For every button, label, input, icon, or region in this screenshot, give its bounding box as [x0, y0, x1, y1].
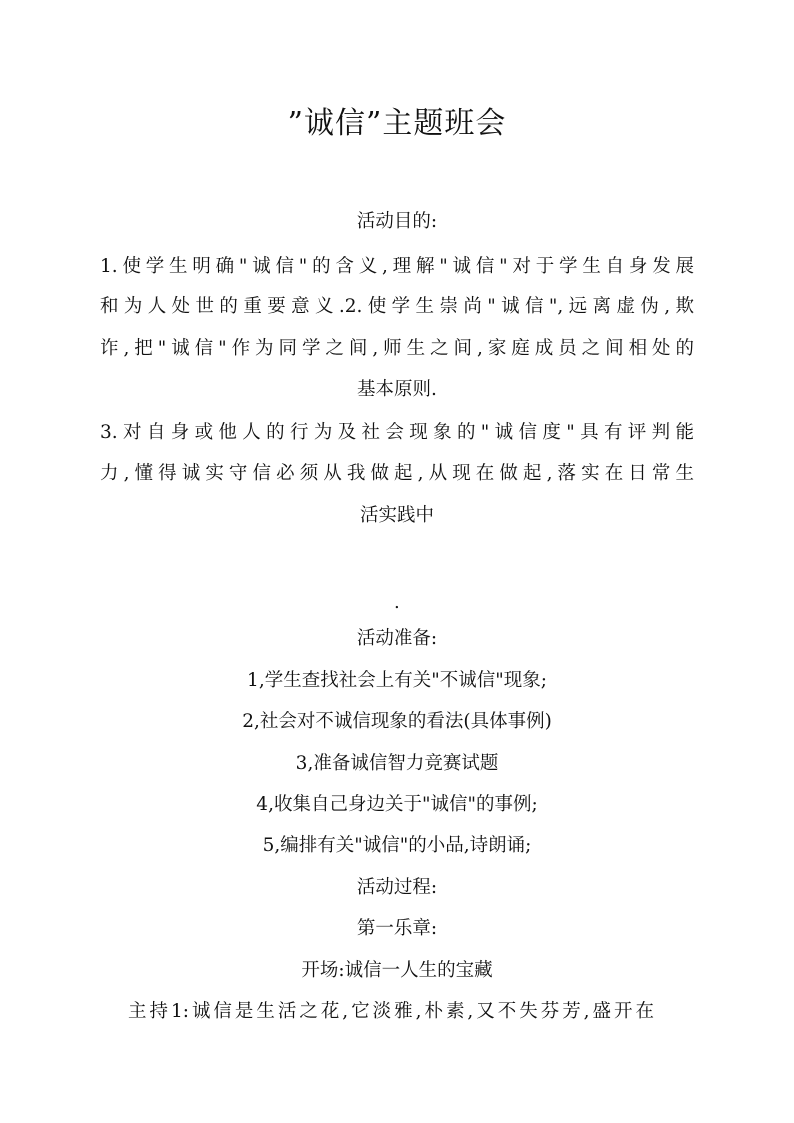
purpose-line: 1.使学生明确"诚信"的含义,理解"诚信"对于学生自身发展: [100, 256, 694, 277]
process-heading: 活动过程:: [356, 877, 438, 898]
document-title: ”诚信”主题班会: [287, 106, 507, 141]
preparation-item: 2,社会对不诚信现象的看法(具体事例): [242, 711, 552, 732]
chapter-heading: 第一乐章:: [356, 918, 438, 939]
host-line: 主持1:诚信是生活之花,它淡雅,朴素,又不失芬芳,盛开在: [128, 1001, 654, 1022]
preparation-item: 4,收集自己身边关于"诚信"的事例;: [256, 794, 538, 815]
purpose-line: 诈,把"诚信"作为同学之间,师生之间,家庭成员之间相处的: [100, 338, 694, 359]
opening-line: 开场:诚信一人生的宝藏: [301, 960, 493, 981]
preparation-item: 1,学生查找社会上有关"不诚信"现象;: [247, 670, 547, 691]
preparation-item: 3,准备诚信智力竞赛试题: [295, 753, 499, 774]
purpose-line: 基本原则.: [357, 379, 437, 400]
preparation-heading: 活动准备:: [356, 628, 438, 649]
preparation-item: 5,编排有关"诚信"的小品,诗朗诵;: [262, 835, 532, 856]
purpose-line: 3.对自身或他人的行为及社会现象的"诚信度"具有评判能: [100, 422, 694, 443]
separator-dot: .: [394, 592, 400, 613]
purpose-line: 和为人处世的重要意义.2.使学生崇尚"诚信",远离虚伪,欺: [100, 296, 694, 317]
purpose-line: 力,懂得诚实守信必须从我做起,从现在做起,落实在日常生: [100, 463, 694, 484]
purpose-heading: 活动目的:: [356, 211, 438, 232]
purpose-line: 活实践中: [359, 505, 434, 526]
